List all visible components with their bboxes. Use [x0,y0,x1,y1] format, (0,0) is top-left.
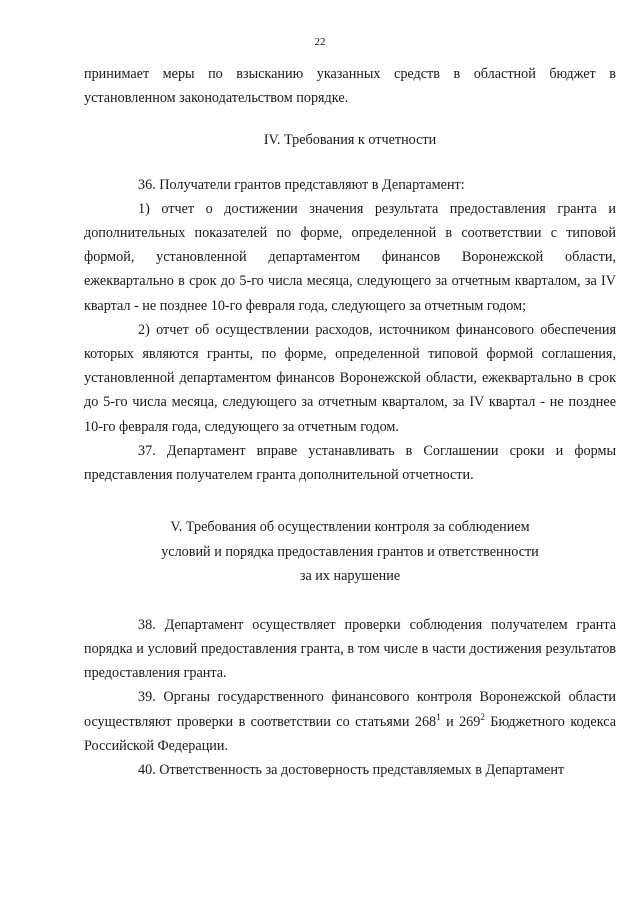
section-heading-v-line-1: V. Требования об осуществлении контроля за соблюдением [170,519,530,536]
superscript-1: 1 [436,711,441,722]
paragraph-intro: принимает меры по взысканию указанных средств в областной бюджет в установленном законодательством порядке. [84,66,616,107]
paragraph-37: 37. Департамент вправе устанавливать в Соглашении сроки и формы представления получателем гранта дополнительной отчетности. [84,442,616,484]
paragraph-38: 38. Департамент осуществляет проверки соблюдения получателем гранта порядка и условий предоставления гранта, в том числе в части достижения результатов предоставления гранта. [84,616,616,682]
paragraph-36-item-1: 1) отчет о достижении значения результата предоставления гранта и дополнительных показателей по форме, определенной в соответствии с типовой формой, установленной департаментом финансов Воронежской области, ежеквартально в срок до 5-го числа месяца, следующего за отчетным кварталом, за IV квартал - не позднее 10-го февраля года, следующего за отчетным годом; [84,200,616,314]
paragraph-39 [84,685,616,758]
paragraph-39-text-2: и 269 [440,713,481,730]
paragraph-39-text-3: Бюджетного кодекса Российской Федерации. [84,713,616,754]
document-body [84,62,616,782]
section-heading-v-line-3: за их нарушение [299,568,401,585]
paragraph-36: 36. Получатели грантов представляют в Департамент: [138,176,465,193]
paragraph-36-item-2: 2) отчет об осуществлении расходов, источником финансового обеспечения которых являются гранты, по форме, определенной типовой формой соглашения, установленной департаментом финансов Воронежской области, ежеквартально в срок до 5-го числа месяца, следующего за отчетным кварталом, за IV квартал - не позднее 10-го февраля года, следующего за отчетным годом. [84,321,616,435]
section-heading-v-line-2: условий и порядка предоставления грантов и ответственности [161,543,539,560]
paragraph-40: 40. Ответственность за достоверность представляемых в Департамент [138,761,565,778]
paragraph-39-text-1: 39. Органы государственного финансового контроля Воронежской области осуществляют проверки в соответствии со статьями 268 [84,689,616,730]
page-number: 22 [314,36,326,48]
section-heading-v [84,515,616,589]
superscript-2: 2 [480,711,485,722]
section-heading-iv: IV. Требования к отчетности [263,132,437,149]
